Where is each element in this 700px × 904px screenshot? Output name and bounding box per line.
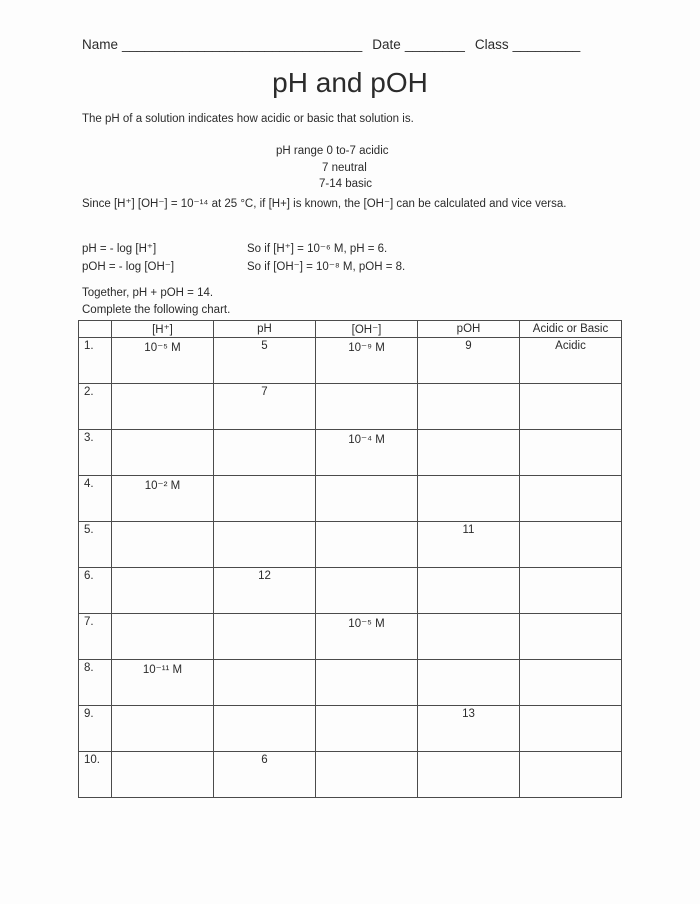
chart-instruction: Complete the following chart. bbox=[82, 304, 231, 316]
cell-num: 4. bbox=[79, 476, 112, 522]
name-blank-line: ________________________________ bbox=[122, 37, 363, 52]
cell-ph bbox=[214, 476, 316, 522]
cell-ph: 7 bbox=[214, 384, 316, 430]
cell-num: 6. bbox=[79, 568, 112, 614]
name-label: Name bbox=[82, 37, 119, 52]
table-row bbox=[79, 476, 622, 522]
table-row bbox=[79, 660, 622, 706]
cell-oh_concentration bbox=[316, 660, 418, 706]
column-header-acidic_or_basic: Acidic or Basic bbox=[520, 321, 622, 338]
cell-oh_concentration bbox=[316, 384, 418, 430]
cell-acidic_or_basic bbox=[520, 384, 622, 430]
cell-h_concentration bbox=[112, 706, 214, 752]
cell-oh_concentration: 10⁻⁴ M bbox=[316, 430, 418, 476]
column-header-num bbox=[79, 321, 112, 338]
ph-example: So if [H⁺] = 10⁻⁶ M, pH = 6. bbox=[247, 243, 388, 255]
cell-poh bbox=[418, 660, 520, 706]
table-row bbox=[79, 614, 622, 660]
table-row bbox=[79, 338, 622, 384]
ph-range-neutral-line: 7 neutral bbox=[322, 161, 367, 174]
cell-oh_concentration: 10⁻⁹ M bbox=[316, 338, 418, 384]
class-blank-line: _________ bbox=[512, 37, 581, 52]
column-header-oh_concentration: [OH⁻] bbox=[316, 321, 418, 338]
cell-poh: 9 bbox=[418, 338, 520, 384]
cell-oh_concentration bbox=[316, 752, 418, 798]
cell-acidic_or_basic bbox=[520, 706, 622, 752]
formulas-block bbox=[82, 241, 405, 276]
cell-poh bbox=[418, 430, 520, 476]
cell-h_concentration bbox=[112, 384, 214, 430]
ph-formula-row bbox=[82, 241, 405, 259]
chart-header-row bbox=[79, 321, 622, 338]
cell-num: 7. bbox=[79, 614, 112, 660]
cell-poh: 13 bbox=[418, 706, 520, 752]
cell-oh_concentration bbox=[316, 568, 418, 614]
cell-num: 3. bbox=[79, 430, 112, 476]
table-row bbox=[79, 384, 622, 430]
date-blank-line: ________ bbox=[404, 37, 465, 52]
cell-poh bbox=[418, 568, 520, 614]
cell-acidic_or_basic bbox=[520, 614, 622, 660]
cell-poh bbox=[418, 384, 520, 430]
since-statement: Since [H⁺] [OH⁻] = 10⁻¹⁴ at 25 °C, if [H+] is known, the [OH⁻] can be calculated and vice versa. bbox=[82, 198, 567, 210]
ph-range-basic-line: 7-14 basic bbox=[319, 178, 373, 190]
intro-text: The pH of a solution indicates how acidic or basic that solution is. bbox=[82, 113, 414, 125]
cell-acidic_or_basic: Acidic bbox=[520, 338, 622, 384]
column-header-ph: pH bbox=[214, 321, 316, 338]
cell-oh_concentration bbox=[316, 522, 418, 568]
cell-poh bbox=[418, 476, 520, 522]
chart-table-body bbox=[79, 338, 622, 798]
table-row bbox=[79, 522, 622, 568]
poh-formula-row bbox=[82, 259, 405, 277]
name-date-class-line bbox=[82, 37, 590, 52]
cell-ph bbox=[214, 614, 316, 660]
cell-poh bbox=[418, 614, 520, 660]
table-row bbox=[79, 752, 622, 798]
cell-ph bbox=[214, 522, 316, 568]
cell-h_concentration: 10⁻¹¹ M bbox=[112, 660, 214, 706]
cell-oh_concentration: 10⁻⁵ M bbox=[316, 614, 418, 660]
cell-acidic_or_basic bbox=[520, 752, 622, 798]
cell-ph: 6 bbox=[214, 752, 316, 798]
cell-h_concentration bbox=[112, 430, 214, 476]
class-label: Class bbox=[474, 37, 509, 52]
cell-h_concentration: 10⁻² M bbox=[112, 476, 214, 522]
cell-poh bbox=[418, 752, 520, 798]
cell-acidic_or_basic bbox=[520, 568, 622, 614]
cell-acidic_or_basic bbox=[520, 660, 622, 706]
cell-ph bbox=[214, 660, 316, 706]
poh-formula: pOH = - log [OH⁻] bbox=[82, 260, 175, 273]
chart-table bbox=[78, 320, 622, 798]
cell-num: 5. bbox=[79, 522, 112, 568]
ph-range-block bbox=[0, 143, 700, 193]
together-statement: Together, pH + pOH = 14. bbox=[82, 287, 214, 299]
cell-poh: 11 bbox=[418, 522, 520, 568]
cell-oh_concentration bbox=[316, 706, 418, 752]
cell-ph: 5 bbox=[214, 338, 316, 384]
cell-ph bbox=[214, 430, 316, 476]
cell-num: 2. bbox=[79, 384, 112, 430]
ph-formula: pH = - log [H⁺] bbox=[82, 243, 157, 255]
cell-h_concentration bbox=[112, 752, 214, 798]
table-row bbox=[79, 430, 622, 476]
cell-oh_concentration bbox=[316, 476, 418, 522]
ph-range-acidic-line: pH range 0 to-7 acidic bbox=[276, 145, 389, 157]
cell-acidic_or_basic bbox=[520, 522, 622, 568]
cell-acidic_or_basic bbox=[520, 430, 622, 476]
cell-ph: 12 bbox=[214, 568, 316, 614]
cell-acidic_or_basic bbox=[520, 476, 622, 522]
cell-h_concentration bbox=[112, 522, 214, 568]
cell-h_concentration bbox=[112, 614, 214, 660]
cell-h_concentration bbox=[112, 568, 214, 614]
cell-num: 9. bbox=[79, 706, 112, 752]
column-header-poh: pOH bbox=[418, 321, 520, 338]
poh-example: So if [OH⁻] = 10⁻⁸ M, pOH = 8. bbox=[247, 260, 406, 273]
page-title: pH and pOH bbox=[272, 67, 428, 98]
table-row bbox=[79, 568, 622, 614]
date-label: Date bbox=[372, 37, 401, 52]
cell-num: 10. bbox=[79, 752, 112, 798]
cell-num: 1. bbox=[79, 338, 112, 384]
cell-num: 8. bbox=[79, 660, 112, 706]
table-row bbox=[79, 706, 622, 752]
cell-ph bbox=[214, 706, 316, 752]
column-header-h_concentration: [H⁺] bbox=[112, 321, 214, 338]
cell-h_concentration: 10⁻⁵ M bbox=[112, 338, 214, 384]
